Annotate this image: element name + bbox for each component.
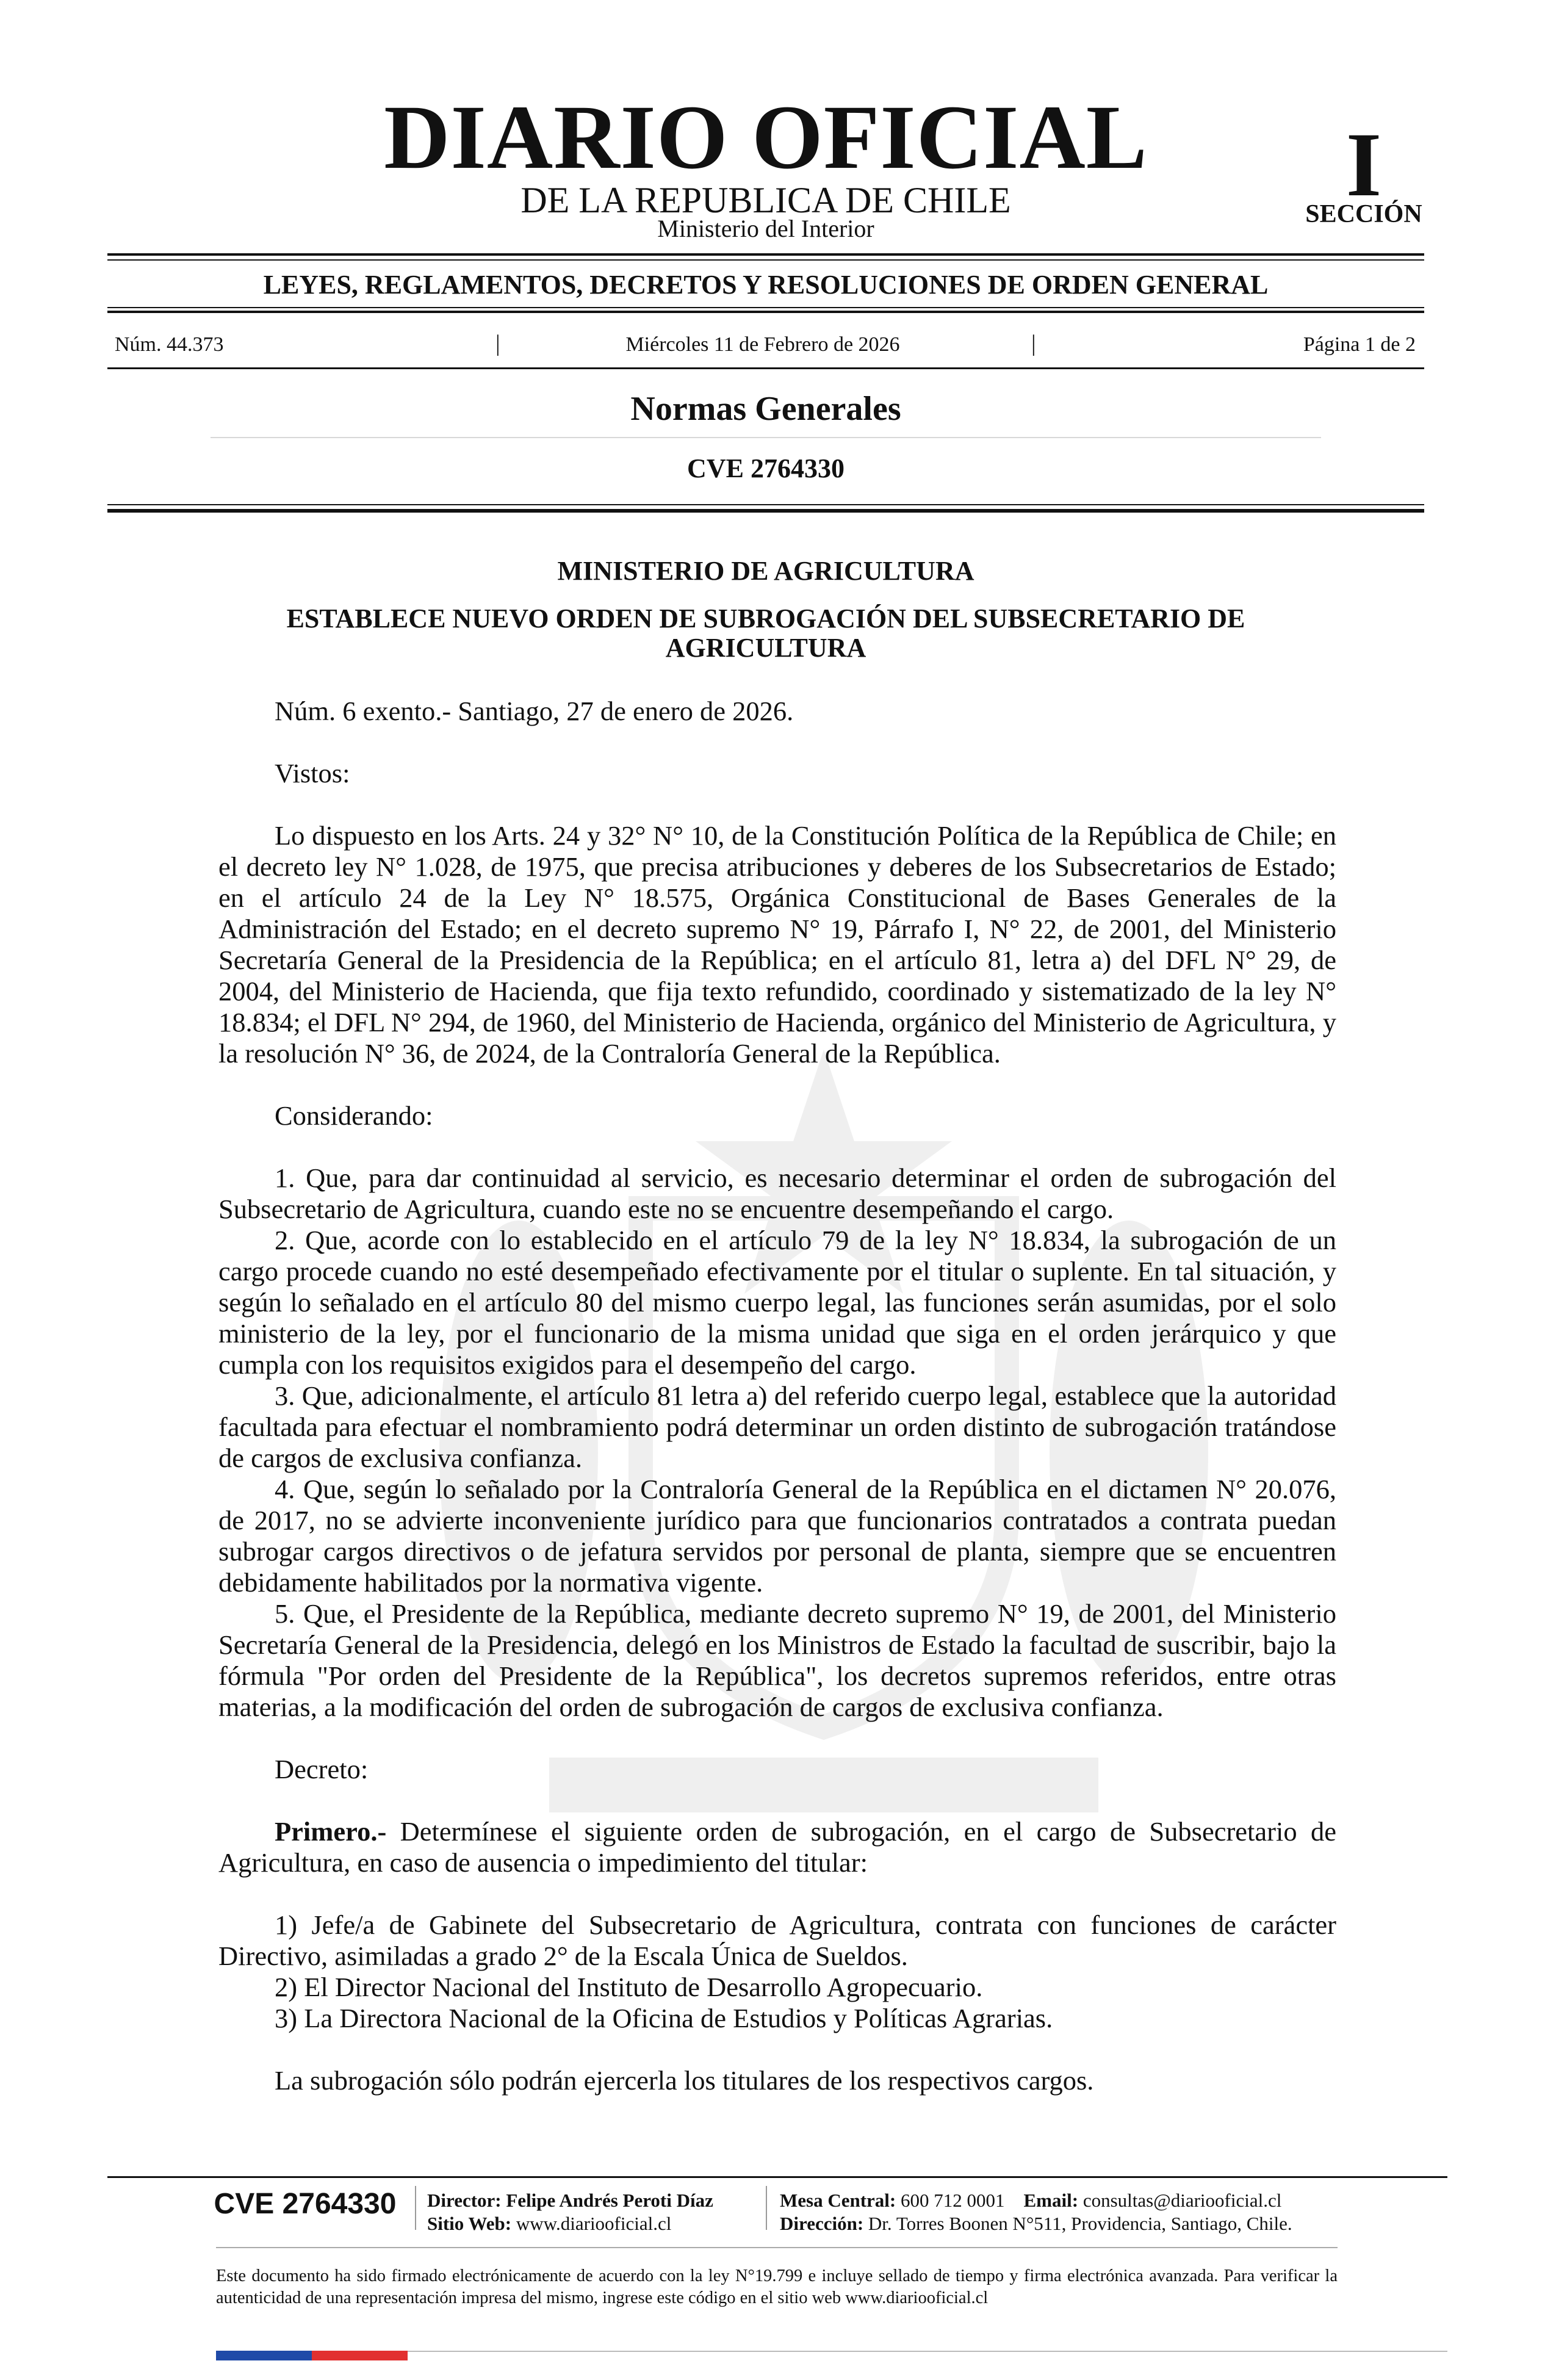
footer-cve-code: CVE 2764330 bbox=[214, 2188, 397, 2220]
flag-stripe-red bbox=[312, 2351, 408, 2360]
document-title: ESTABLECE NUEVO ORDEN DE SUBROGACIÓN DEL SUBSECRETARIO DE AGRICULTURA bbox=[286, 604, 1245, 663]
footer-divider bbox=[766, 2186, 767, 2230]
newspaper-ministry: Ministerio del Interior bbox=[657, 215, 874, 242]
page-indicator: Página 1 de 2 bbox=[1303, 333, 1416, 356]
section-rule-thick bbox=[107, 509, 1424, 513]
document-body bbox=[218, 696, 1336, 2096]
section-title: Normas Generales bbox=[630, 390, 901, 428]
footer-website: Sitio Web: www.diariooficial.cl bbox=[427, 2213, 672, 2234]
considerando-item: 3. Que, adicionalmente, el artículo 81 letra a) del referido cuerpo legal, establece que la autoridad facultada para efectuar el nombramiento podrá determinar un orden distinto de subrogación tratándose de cargos de exclusiva confianza. bbox=[218, 1380, 1336, 1473]
decreto-label: Decreto: bbox=[275, 1754, 369, 1784]
masthead-rule-bottom-thin bbox=[107, 307, 1424, 308]
section-label: SECCIÓN bbox=[1305, 200, 1422, 228]
considerando-label: Considerando: bbox=[275, 1100, 433, 1131]
article-primero-label: Primero.- bbox=[275, 1816, 387, 1847]
subrogation-order-item: 3) La Directora Nacional de la Oficina de Estudios y Políticas Agrarias. bbox=[275, 2003, 1053, 2033]
footer-director: Director: Felipe Andrés Peroti Díaz bbox=[427, 2190, 713, 2211]
considerando-item: 5. Que, el Presidente de la República, mediante decreto supremo N° 19, de 2001, del Ministerio Secretaría General de la Presidencia, delegó en los Ministros de Estado la facultad de suscribir, bajo la fórmula "Por orden del Presidente de la República", los decretos supremos referidos, entre otras materias, a la modificación del orden de subrogación de cargos de exclusiva confianza. bbox=[218, 1598, 1336, 1722]
article-primero-text: Determínese el siguiente orden de subrogación, en el cargo de Subsecretario de Agricultura, en caso de ausencia o impedimiento del titular: bbox=[218, 1816, 1336, 1878]
website-link[interactable]: www.diariooficial.cl bbox=[516, 2213, 672, 2234]
footer-rule-top bbox=[107, 2176, 1447, 2178]
meta-separator: | bbox=[495, 331, 500, 356]
issuing-ministry: MINISTERIO DE AGRICULTURA bbox=[557, 556, 974, 586]
footer-phone-email: Mesa Central: 600 712 0001 Email: consultas@diariooficial.cl bbox=[780, 2190, 1282, 2211]
meta-rule bbox=[107, 367, 1424, 369]
considerando-item: 1. Que, para dar continuidad al servicio, es necesario determinar el orden de subrogación del Subsecretario de Agricultura, cuando este no se encuentre desempeñando el cargo. bbox=[218, 1163, 1336, 1224]
footer-rule-middle bbox=[216, 2247, 1338, 2248]
decree-intro: Núm. 6 exento.- Santiago, 27 de enero de 2026. bbox=[275, 696, 794, 726]
subrogation-order-item: 1) Jefe/a de Gabinete del Subsecretario de Agricultura, contrata con funciones de carácter Directivo, asimiladas a grado 2° de la Escala Única de Sueldos. bbox=[218, 1909, 1336, 1971]
vistos-label: Vistos: bbox=[275, 758, 350, 788]
phone-number: 600 712 0001 bbox=[901, 2190, 1005, 2211]
footer-address: Dirección: Dr. Torres Boonen N°511, Providencia, Santiago, Chile. bbox=[780, 2213, 1292, 2234]
issue-number: Núm. 44.373 bbox=[115, 333, 224, 356]
masthead-rule-top bbox=[107, 253, 1424, 256]
considerando-item: 4. Que, según lo señalado por la Contraloría General de la República en el dictamen N° 20.076, de 2017, no se advierte inconveniente jurídico para que funcionarios contratados a contrata puedan subrogar cargos directivos o de jefatura servidos por personal de planta, siempre que se encuentren debidamente habilitados por la normativa vigente. bbox=[218, 1474, 1336, 1598]
subrogation-order-item: 2) El Director Nacional del Instituto de Desarrollo Agropecuario. bbox=[275, 1972, 983, 2002]
vistos-text: Lo dispuesto en los Arts. 24 y 32° N° 10, de la Constitución Política de la República de Chile; en el decreto ley N° 1.028, de 1975, que precisa atribuciones y deberes de los Subsecretarios de Estado; en el artículo 24 de la Ley N° 18.575, Orgánica Constitucional de Bases Generales de la Administración del Estado; en el decreto supremo N° 19, Párrafo I, N° 22, de 2001, del Ministerio Secretaría General de la Presidencia de la República; en el artículo 81, letra a) del DFL N° 29, de 2004, del Ministerio de Hacienda, que fija texto refundido, coordinado y sistematizado de la ley N° 18.834; el DFL N° 294, de 1960, del Ministerio de Hacienda, orgánico del Ministerio de Agricultura, y la resolución N° 36, de 2024, de la Contraloría General de la República. bbox=[218, 820, 1336, 1069]
article-primero bbox=[218, 1816, 1336, 1878]
section-divider bbox=[211, 437, 1321, 438]
flag-stripe-blue bbox=[216, 2351, 312, 2360]
address-value: Dr. Torres Boonen N°511, Providencia, Santiago, Chile. bbox=[868, 2213, 1292, 2234]
issue-date: Miércoles 11 de Febrero de 2026 bbox=[625, 333, 900, 356]
newspaper-title: DIARIO OFICIAL bbox=[384, 87, 1148, 188]
masthead-rule-top-thin bbox=[107, 259, 1424, 261]
cve-code: CVE 2764330 bbox=[687, 453, 845, 483]
masthead-rule-bottom bbox=[107, 311, 1424, 313]
footer-divider bbox=[415, 2186, 416, 2230]
email-link[interactable]: consultas@diariooficial.cl bbox=[1082, 2190, 1282, 2211]
band-title: LEYES, REGLAMENTOS, DECRETOS Y RESOLUCIONES DE ORDEN GENERAL bbox=[263, 270, 1269, 300]
meta-separator: | bbox=[1031, 331, 1036, 356]
considerando-item: 2. Que, acorde con lo establecido en el artículo 79 de la ley N° 18.834, la subrogación de un cargo procede cuando no esté desempeñado efectivamente por el titular o suplente. En tal situación, y según lo señalado en el artículo 80 del mismo cuerpo legal, las funciones serán asumidas, por el solo ministerio de la ley, por el funcionario de la misma unidad que siga en el orden jerárquico y que cumpla con los requisitos exigidos para el desempeño del cargo. bbox=[218, 1225, 1336, 1380]
closing-statement: La subrogación sólo podrán ejercerla los titulares de los respectivos cargos. bbox=[275, 2065, 1094, 2096]
section-numeral: I bbox=[1345, 114, 1382, 215]
newspaper-subtitle: DE LA REPUBLICA DE CHILE bbox=[520, 180, 1011, 220]
director-name: Felipe Andrés Peroti Díaz bbox=[506, 2190, 713, 2211]
footer-legal-note: Este documento ha sido firmado electrónicamente de acuerdo con la ley N°19.799 e incluye sellado de tiempo y firma electrónica avanzada. Para verificar la autenticidad de una representación impresa del mismo, ingrese este código en el sitio web www.diariooficial.cl bbox=[216, 2266, 1338, 2307]
section-rule-thin bbox=[107, 504, 1424, 505]
